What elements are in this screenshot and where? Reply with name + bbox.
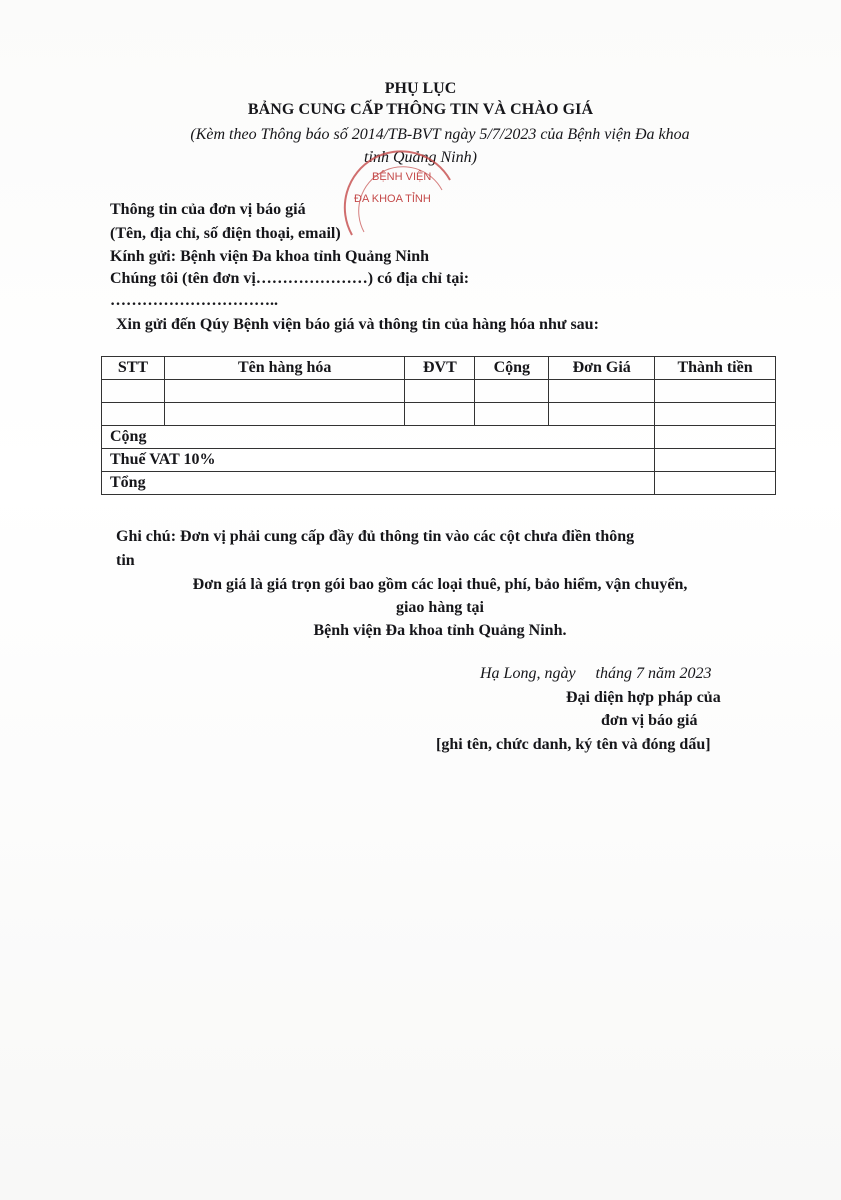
document-subtitle: BẢNG CUNG CẤP THÔNG TIN VÀ CHÀO GIÁ xyxy=(247,101,594,118)
table-cell xyxy=(475,403,549,426)
header-item-name: Tên hàng hóa xyxy=(164,357,404,380)
price-note-line-3: Bệnh viện Đa khoa tỉnh Quảng Ninh. xyxy=(313,622,567,639)
unit-detail-label: (Tên, địa chỉ, số điện thoại, email) xyxy=(110,225,341,242)
table-row xyxy=(102,403,776,426)
note-line-1: Ghi chú: Đơn vị phải cung cấp đầy đủ thông tin vào các cột chưa điền thông xyxy=(116,528,635,545)
recipient-line: Kính gửi: Bệnh viện Đa khoa tỉnh Quảng Ninh xyxy=(110,248,430,265)
summary-row-total xyxy=(102,472,776,495)
table-cell xyxy=(549,380,655,403)
table-cell xyxy=(655,403,776,426)
representative-line-3: [ghi tên, chức danh, ký tên và đóng dấu] xyxy=(436,736,711,753)
place-date: Hạ Long, ngày tháng 7 năm 2023 xyxy=(480,665,712,682)
table-cell xyxy=(102,403,165,426)
representative-line-2: đơn vị báo giá xyxy=(601,712,698,729)
table-row xyxy=(102,380,776,403)
stamp-text-1: BỆNH VIỆN xyxy=(372,171,432,183)
document-title: PHỤ LỤC xyxy=(384,80,457,97)
header-unit: ĐVT xyxy=(405,357,475,380)
price-note-line-1: Đơn giá là giá trọn gói bao gồm các loại thuê, phí, bảo hiểm, vận chuyển, xyxy=(192,576,688,593)
vat-value xyxy=(655,449,776,472)
note-line-2: tin xyxy=(116,552,135,569)
header-stt: STT xyxy=(102,357,165,380)
address-line: Chúng tôi (tên đơn vị…………………) có địa chỉ tại: xyxy=(110,270,470,287)
table-header-row xyxy=(102,357,776,380)
header-quantity: Cộng xyxy=(475,357,549,380)
intro-line: Xin gửi đến Qúy Bệnh viện báo giá và thông tin của hàng hóa như sau: xyxy=(116,316,599,333)
table-cell xyxy=(102,380,165,403)
summary-row-subtotal xyxy=(102,426,776,449)
reference-line-2: tỉnh Quảng Ninh) xyxy=(364,149,477,166)
hospital-stamp xyxy=(332,140,470,240)
subtotal-value xyxy=(655,426,776,449)
table-cell xyxy=(405,380,475,403)
header-unit-price: Đơn Giá xyxy=(549,357,655,380)
table-cell xyxy=(475,380,549,403)
summary-row-vat xyxy=(102,449,776,472)
header-amount: Thành tiền xyxy=(655,357,776,380)
vat-label: Thuế VAT 10% xyxy=(102,449,655,472)
total-value xyxy=(655,472,776,495)
table-cell xyxy=(549,403,655,426)
subtotal-label: Cộng xyxy=(102,426,655,449)
stamp-text-2: ĐA KHOA TỈNH xyxy=(354,193,431,205)
table-cell xyxy=(164,380,404,403)
unit-info-label: Thông tin của đơn vị báo giá xyxy=(110,201,306,218)
price-note-line-2: giao hàng tại xyxy=(395,599,484,616)
table-cell xyxy=(164,403,404,426)
table-cell xyxy=(655,380,776,403)
representative-line-1: Đại diện hợp pháp của xyxy=(566,689,721,706)
table-cell xyxy=(405,403,475,426)
reference-line-1: (Kèm theo Thông báo số 2014/TB-BVT ngày 5/7/2023 của Bệnh viện Đa khoa xyxy=(190,126,690,143)
total-label: Tổng xyxy=(102,472,655,495)
address-dots: ………………………….. xyxy=(110,292,278,309)
quote-table xyxy=(101,356,776,495)
